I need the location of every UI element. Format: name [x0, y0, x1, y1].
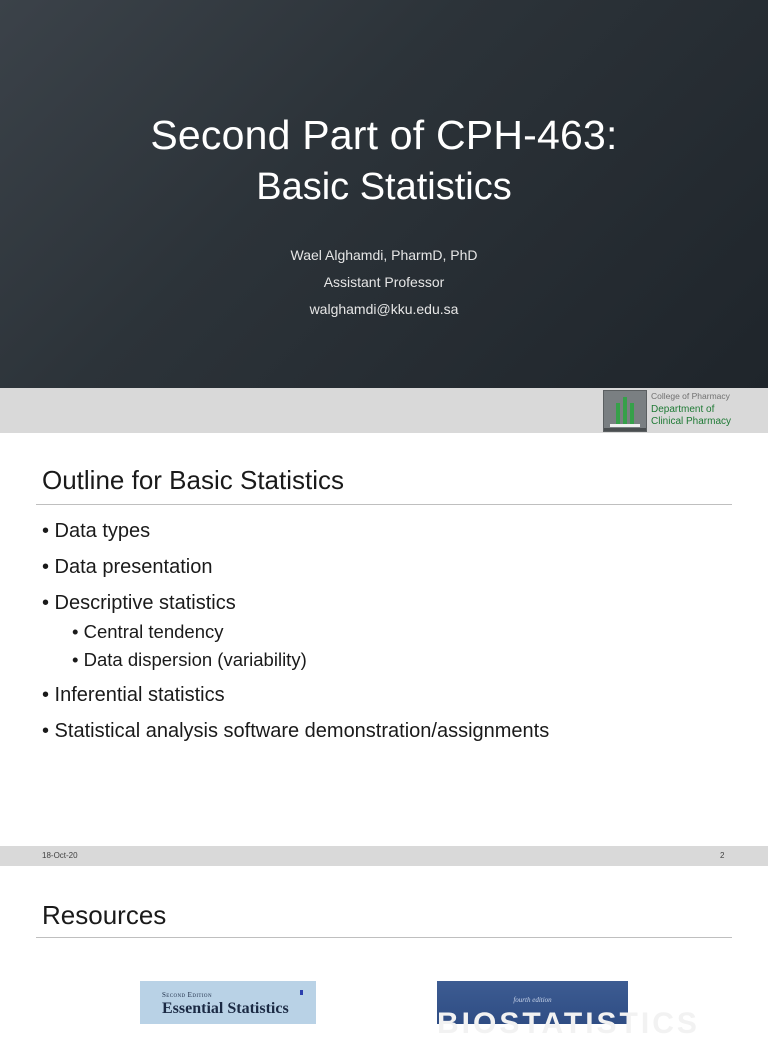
- slide-footer: [0, 846, 768, 866]
- department-line1: Department of: [651, 404, 715, 415]
- author-block: [0, 242, 768, 323]
- list-item: • Data presentation: [42, 556, 213, 578]
- book-cover-essential-statistics: [140, 981, 316, 1024]
- footer-date: 18-Oct-20: [42, 851, 78, 860]
- bookmark-icon: [300, 990, 303, 995]
- author-name: Wael Alghamdi, PharmD, PhD: [290, 247, 478, 263]
- list-item: • Central tendency: [72, 621, 224, 642]
- resources-title: Resources: [42, 900, 167, 930]
- department-line2: Clinical Pharmacy: [651, 416, 732, 427]
- title-divider: [36, 504, 732, 505]
- list-item: • Inferential statistics: [42, 684, 225, 706]
- list-item: • Data dispersion (variability): [72, 649, 307, 670]
- college-name: College of Pharmacy: [651, 391, 730, 401]
- book2-title: BIOSTATISTICS: [437, 1007, 700, 1040]
- slide-title-line1: Second Part of CPH-463:: [150, 112, 618, 158]
- author-position: Assistant Professor: [323, 274, 445, 290]
- book2-edition: fourth edition: [513, 996, 552, 1004]
- book1-edition: Second Edition: [162, 991, 212, 999]
- author-email: walghamdi@kku.edu.sa: [309, 301, 459, 317]
- title-slide: [0, 0, 768, 388]
- department-name: [651, 404, 731, 428]
- university-logo-icon: [603, 390, 647, 432]
- list-item: • Descriptive statistics: [42, 592, 236, 614]
- outline-title: Outline for Basic Statistics: [42, 465, 344, 495]
- title-divider: [36, 937, 732, 938]
- book-cover-biostatistics: [437, 981, 700, 1040]
- list-item: • Statistical analysis software demonstration/assignments: [42, 720, 550, 742]
- list-item: • Data types: [42, 520, 151, 542]
- slide-title-line2: Basic Statistics: [256, 166, 512, 208]
- footer-page-number: 2: [720, 851, 725, 860]
- book1-title: Essential Statistics: [162, 1000, 289, 1017]
